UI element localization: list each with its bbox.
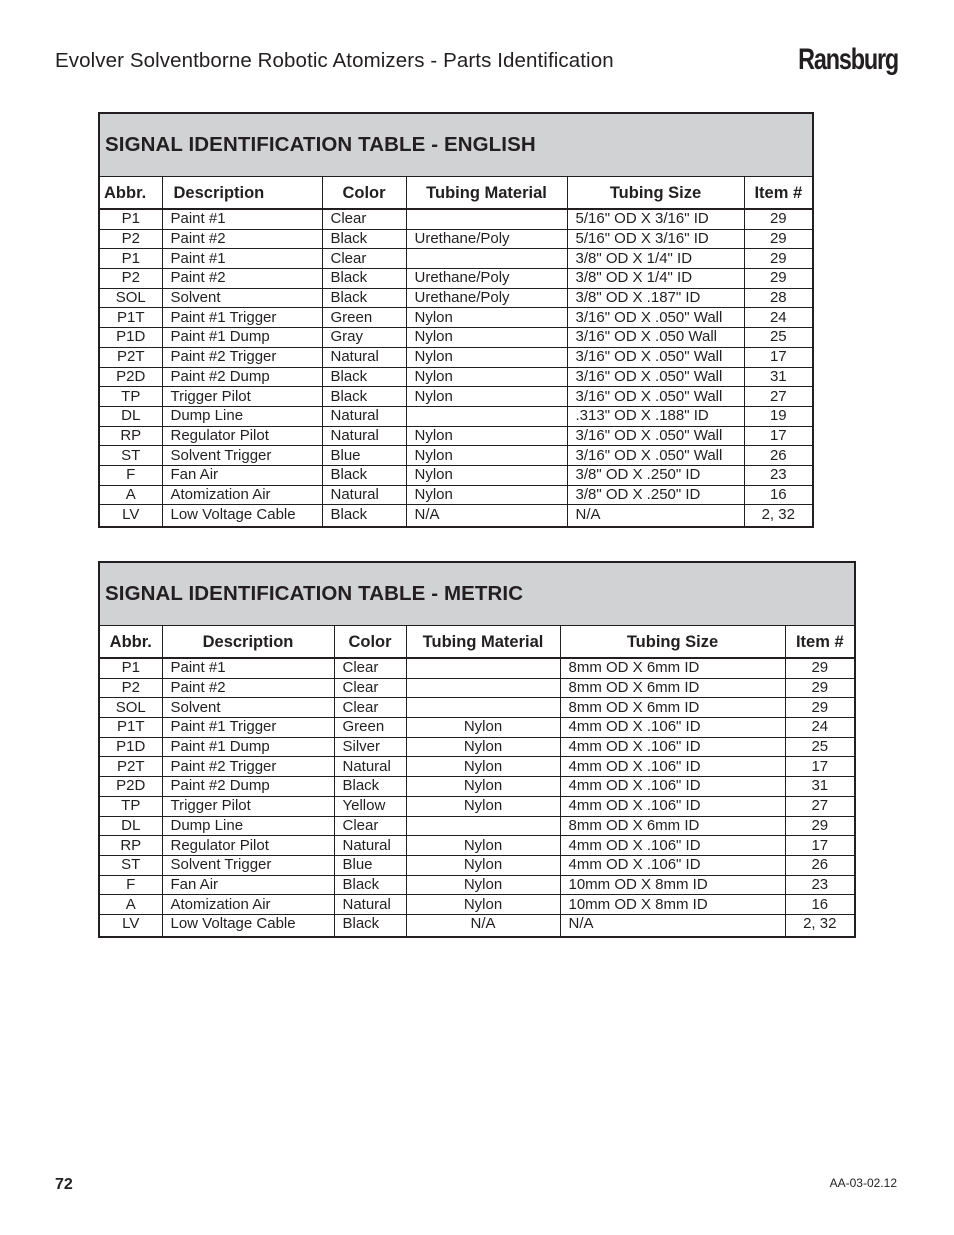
cell-item-number: 27 bbox=[744, 387, 813, 407]
cell-description: Paint #1 Trigger bbox=[162, 718, 334, 738]
cell-tubing-material: Nylon bbox=[406, 855, 560, 875]
cell-description: Dump Line bbox=[162, 406, 322, 426]
cell-color: Black bbox=[334, 914, 406, 936]
cell-abbr: ST bbox=[99, 446, 162, 466]
table-body bbox=[99, 209, 813, 527]
cell-tubing-material: Urethane/Poly bbox=[406, 229, 567, 249]
column-header: Description bbox=[162, 177, 322, 210]
signal-table-metric bbox=[98, 561, 856, 938]
cell-tubing-material bbox=[406, 209, 567, 229]
cell-tubing-material: Nylon bbox=[406, 836, 560, 856]
cell-abbr: P2T bbox=[99, 757, 162, 777]
cell-tubing-size: 4mm OD X .106" ID bbox=[560, 777, 785, 797]
column-header: Tubing Material bbox=[406, 626, 560, 659]
cell-tubing-size: 3/16" OD X .050 Wall bbox=[567, 328, 744, 348]
cell-tubing-size: 4mm OD X .106" ID bbox=[560, 855, 785, 875]
table-row bbox=[99, 347, 813, 367]
cell-description: Paint #1 bbox=[162, 658, 334, 678]
cell-tubing-size: 8mm OD X 6mm ID bbox=[560, 658, 785, 678]
table-row bbox=[99, 678, 855, 698]
cell-color: Blue bbox=[334, 855, 406, 875]
cell-tubing-material: Nylon bbox=[406, 387, 567, 407]
cell-color: Natural bbox=[334, 895, 406, 915]
cell-color: Black bbox=[322, 269, 406, 289]
cell-tubing-size: 5/16" OD X 3/16" ID bbox=[567, 209, 744, 229]
cell-color: Natural bbox=[322, 347, 406, 367]
table-row bbox=[99, 777, 855, 797]
cell-tubing-size: 4mm OD X .106" ID bbox=[560, 836, 785, 856]
cell-item-number: 29 bbox=[785, 816, 855, 836]
table-row bbox=[99, 875, 855, 895]
column-header: Abbr. bbox=[99, 177, 162, 210]
cell-tubing-material: Nylon bbox=[406, 796, 560, 816]
cell-abbr: P1D bbox=[99, 737, 162, 757]
table-title: SIGNAL IDENTIFICATION TABLE - METRIC bbox=[99, 562, 855, 626]
cell-description: Paint #2 bbox=[162, 678, 334, 698]
cell-color: Clear bbox=[334, 816, 406, 836]
cell-item-number: 26 bbox=[744, 446, 813, 466]
cell-item-number: 29 bbox=[744, 229, 813, 249]
cell-tubing-size: 4mm OD X .106" ID bbox=[560, 796, 785, 816]
cell-tubing-size: 3/16" OD X .050" Wall bbox=[567, 387, 744, 407]
cell-abbr: DL bbox=[99, 406, 162, 426]
cell-abbr: A bbox=[99, 895, 162, 915]
cell-color: Clear bbox=[322, 209, 406, 229]
cell-tubing-size: 3/16" OD X .050" Wall bbox=[567, 426, 744, 446]
cell-item-number: 28 bbox=[744, 288, 813, 308]
cell-abbr: SOL bbox=[99, 698, 162, 718]
cell-description: Regulator Pilot bbox=[162, 426, 322, 446]
cell-tubing-size: 4mm OD X .106" ID bbox=[560, 718, 785, 738]
column-header: Item # bbox=[744, 177, 813, 210]
document-code: AA-03-02.12 bbox=[829, 1176, 897, 1190]
cell-item-number: 23 bbox=[785, 875, 855, 895]
cell-tubing-material: Nylon bbox=[406, 347, 567, 367]
brand-logo: Ransburg bbox=[798, 43, 898, 76]
cell-abbr: P1 bbox=[99, 658, 162, 678]
cell-abbr: DL bbox=[99, 816, 162, 836]
cell-tubing-size: 3/16" OD X .050" Wall bbox=[567, 446, 744, 466]
cell-tubing-material bbox=[406, 249, 567, 269]
table-header-row bbox=[99, 177, 813, 210]
cell-abbr: P1T bbox=[99, 718, 162, 738]
cell-tubing-material: Nylon bbox=[406, 446, 567, 466]
cell-item-number: 23 bbox=[744, 465, 813, 485]
cell-abbr: P2T bbox=[99, 347, 162, 367]
cell-description: Regulator Pilot bbox=[162, 836, 334, 856]
cell-color: Black bbox=[322, 387, 406, 407]
table-row bbox=[99, 446, 813, 466]
table-row bbox=[99, 816, 855, 836]
cell-tubing-material: Nylon bbox=[406, 737, 560, 757]
column-header: Color bbox=[334, 626, 406, 659]
cell-description: Paint #2 Dump bbox=[162, 367, 322, 387]
cell-item-number: 29 bbox=[785, 698, 855, 718]
cell-tubing-size: 3/8" OD X 1/4" ID bbox=[567, 269, 744, 289]
cell-item-number: 26 bbox=[785, 855, 855, 875]
cell-color: Clear bbox=[322, 249, 406, 269]
column-header: Tubing Material bbox=[406, 177, 567, 210]
cell-tubing-material: Urethane/Poly bbox=[406, 269, 567, 289]
column-header: Tubing Size bbox=[567, 177, 744, 210]
table-row bbox=[99, 836, 855, 856]
cell-description: Fan Air bbox=[162, 875, 334, 895]
table-row bbox=[99, 308, 813, 328]
cell-color: Clear bbox=[334, 678, 406, 698]
table-row bbox=[99, 698, 855, 718]
cell-description: Trigger Pilot bbox=[162, 796, 334, 816]
cell-color: Black bbox=[322, 288, 406, 308]
cell-abbr: RP bbox=[99, 426, 162, 446]
cell-tubing-size: 8mm OD X 6mm ID bbox=[560, 698, 785, 718]
cell-description: Paint #2 bbox=[162, 269, 322, 289]
cell-abbr: P2D bbox=[99, 777, 162, 797]
cell-abbr: P2 bbox=[99, 269, 162, 289]
cell-description: Paint #1 bbox=[162, 249, 322, 269]
table-row bbox=[99, 406, 813, 426]
cell-tubing-material bbox=[406, 816, 560, 836]
cell-color: Natural bbox=[322, 406, 406, 426]
column-header: Abbr. bbox=[99, 626, 162, 659]
cell-description: Solvent bbox=[162, 698, 334, 718]
page-number: 72 bbox=[55, 1176, 73, 1193]
cell-description: Solvent Trigger bbox=[162, 446, 322, 466]
table-row bbox=[99, 855, 855, 875]
cell-color: Silver bbox=[334, 737, 406, 757]
table-row bbox=[99, 895, 855, 915]
cell-color: Green bbox=[322, 308, 406, 328]
cell-tubing-material: Nylon bbox=[406, 328, 567, 348]
cell-abbr: F bbox=[99, 875, 162, 895]
cell-abbr: A bbox=[99, 485, 162, 505]
table-row bbox=[99, 249, 813, 269]
cell-color: Yellow bbox=[334, 796, 406, 816]
cell-description: Paint #2 bbox=[162, 229, 322, 249]
table-row bbox=[99, 796, 855, 816]
cell-color: Clear bbox=[334, 698, 406, 718]
cell-tubing-size: 3/16" OD X .050" Wall bbox=[567, 308, 744, 328]
table-row bbox=[99, 387, 813, 407]
cell-abbr: F bbox=[99, 465, 162, 485]
cell-description: Paint #1 bbox=[162, 209, 322, 229]
cell-tubing-material: Nylon bbox=[406, 718, 560, 738]
cell-tubing-size: 4mm OD X .106" ID bbox=[560, 737, 785, 757]
cell-abbr: P1 bbox=[99, 209, 162, 229]
cell-description: Fan Air bbox=[162, 465, 322, 485]
page-title: Evolver Solventborne Robotic Atomizers - Parts Identification bbox=[55, 49, 614, 72]
cell-tubing-size: 10mm OD X 8mm ID bbox=[560, 875, 785, 895]
cell-tubing-material: Nylon bbox=[406, 485, 567, 505]
signal-table-english bbox=[98, 112, 814, 528]
table-row bbox=[99, 485, 813, 505]
cell-abbr: P2D bbox=[99, 367, 162, 387]
cell-abbr: P1T bbox=[99, 308, 162, 328]
cell-tubing-size: 3/16" OD X .050" Wall bbox=[567, 347, 744, 367]
cell-abbr: P2 bbox=[99, 678, 162, 698]
cell-item-number: 29 bbox=[785, 678, 855, 698]
cell-description: Paint #1 Trigger bbox=[162, 308, 322, 328]
table-row bbox=[99, 269, 813, 289]
cell-item-number: 29 bbox=[744, 209, 813, 229]
cell-abbr: SOL bbox=[99, 288, 162, 308]
cell-description: Atomization Air bbox=[162, 895, 334, 915]
cell-item-number: 17 bbox=[744, 347, 813, 367]
cell-item-number: 2, 32 bbox=[744, 505, 813, 527]
cell-description: Paint #2 Dump bbox=[162, 777, 334, 797]
cell-abbr: LV bbox=[99, 505, 162, 527]
cell-description: Paint #2 Trigger bbox=[162, 757, 334, 777]
cell-description: Low Voltage Cable bbox=[162, 505, 322, 527]
table-row bbox=[99, 737, 855, 757]
cell-tubing-size: 3/8" OD X .250" ID bbox=[567, 465, 744, 485]
cell-color: Gray bbox=[322, 328, 406, 348]
cell-item-number: 24 bbox=[785, 718, 855, 738]
cell-description: Solvent Trigger bbox=[162, 855, 334, 875]
cell-tubing-material: Nylon bbox=[406, 465, 567, 485]
cell-tubing-material: Urethane/Poly bbox=[406, 288, 567, 308]
cell-tubing-material bbox=[406, 406, 567, 426]
cell-item-number: 31 bbox=[744, 367, 813, 387]
cell-item-number: 29 bbox=[744, 269, 813, 289]
cell-tubing-size: N/A bbox=[567, 505, 744, 527]
cell-tubing-material bbox=[406, 678, 560, 698]
cell-item-number: 17 bbox=[744, 426, 813, 446]
cell-color: Black bbox=[322, 465, 406, 485]
column-header: Color bbox=[322, 177, 406, 210]
cell-tubing-material: Nylon bbox=[406, 367, 567, 387]
cell-color: Clear bbox=[334, 658, 406, 678]
cell-abbr: ST bbox=[99, 855, 162, 875]
cell-abbr: P1 bbox=[99, 249, 162, 269]
cell-description: Dump Line bbox=[162, 816, 334, 836]
cell-tubing-material: Nylon bbox=[406, 777, 560, 797]
cell-color: Natural bbox=[322, 426, 406, 446]
table-row bbox=[99, 426, 813, 446]
table-row bbox=[99, 367, 813, 387]
cell-description: Paint #1 Dump bbox=[162, 737, 334, 757]
cell-color: Black bbox=[322, 229, 406, 249]
cell-tubing-material: N/A bbox=[406, 505, 567, 527]
table-body bbox=[99, 658, 855, 937]
cell-color: Natural bbox=[334, 836, 406, 856]
table-row bbox=[99, 914, 855, 936]
cell-item-number: 29 bbox=[744, 249, 813, 269]
cell-description: Paint #1 Dump bbox=[162, 328, 322, 348]
cell-description: Paint #2 Trigger bbox=[162, 347, 322, 367]
cell-color: Blue bbox=[322, 446, 406, 466]
cell-description: Low Voltage Cable bbox=[162, 914, 334, 936]
column-header: Description bbox=[162, 626, 334, 659]
cell-item-number: 17 bbox=[785, 836, 855, 856]
table-row bbox=[99, 658, 855, 678]
cell-color: Natural bbox=[334, 757, 406, 777]
cell-item-number: 19 bbox=[744, 406, 813, 426]
cell-tubing-size: 3/16" OD X .050" Wall bbox=[567, 367, 744, 387]
table-row bbox=[99, 328, 813, 348]
cell-tubing-material: Nylon bbox=[406, 895, 560, 915]
table-row bbox=[99, 288, 813, 308]
cell-color: Black bbox=[334, 777, 406, 797]
cell-abbr: TP bbox=[99, 387, 162, 407]
table-row bbox=[99, 229, 813, 249]
cell-item-number: 25 bbox=[744, 328, 813, 348]
table-row bbox=[99, 209, 813, 229]
cell-abbr: P2 bbox=[99, 229, 162, 249]
cell-tubing-material: Nylon bbox=[406, 757, 560, 777]
cell-tubing-size: N/A bbox=[560, 914, 785, 936]
table-row bbox=[99, 718, 855, 738]
cell-color: Black bbox=[334, 875, 406, 895]
column-header: Tubing Size bbox=[560, 626, 785, 659]
cell-item-number: 16 bbox=[744, 485, 813, 505]
cell-item-number: 31 bbox=[785, 777, 855, 797]
cell-tubing-material: Nylon bbox=[406, 308, 567, 328]
cell-tubing-size: 3/8" OD X 1/4" ID bbox=[567, 249, 744, 269]
cell-abbr: RP bbox=[99, 836, 162, 856]
cell-tubing-material: Nylon bbox=[406, 875, 560, 895]
cell-tubing-size: 3/8" OD X .250" ID bbox=[567, 485, 744, 505]
cell-tubing-size: 4mm OD X .106" ID bbox=[560, 757, 785, 777]
table-row bbox=[99, 465, 813, 485]
cell-tubing-size: 5/16" OD X 3/16" ID bbox=[567, 229, 744, 249]
cell-color: Black bbox=[322, 367, 406, 387]
cell-item-number: 25 bbox=[785, 737, 855, 757]
cell-color: Black bbox=[322, 505, 406, 527]
cell-tubing-size: 3/8" OD X .187" ID bbox=[567, 288, 744, 308]
cell-abbr: TP bbox=[99, 796, 162, 816]
cell-tubing-size: 8mm OD X 6mm ID bbox=[560, 678, 785, 698]
cell-description: Solvent bbox=[162, 288, 322, 308]
table-header-row bbox=[99, 626, 855, 659]
cell-abbr: P1D bbox=[99, 328, 162, 348]
cell-color: Green bbox=[334, 718, 406, 738]
cell-tubing-material: Nylon bbox=[406, 426, 567, 446]
cell-description: Atomization Air bbox=[162, 485, 322, 505]
cell-item-number: 27 bbox=[785, 796, 855, 816]
cell-tubing-size: 8mm OD X 6mm ID bbox=[560, 816, 785, 836]
cell-item-number: 2, 32 bbox=[785, 914, 855, 936]
cell-tubing-material bbox=[406, 658, 560, 678]
cell-tubing-material: N/A bbox=[406, 914, 560, 936]
cell-abbr: LV bbox=[99, 914, 162, 936]
cell-item-number: 29 bbox=[785, 658, 855, 678]
cell-item-number: 17 bbox=[785, 757, 855, 777]
cell-color: Natural bbox=[322, 485, 406, 505]
table-row bbox=[99, 757, 855, 777]
cell-tubing-size: .313" OD X .188" ID bbox=[567, 406, 744, 426]
table-title: SIGNAL IDENTIFICATION TABLE - ENGLISH bbox=[99, 113, 813, 177]
column-header: Item # bbox=[785, 626, 855, 659]
table-row bbox=[99, 505, 813, 527]
cell-item-number: 16 bbox=[785, 895, 855, 915]
cell-tubing-size: 10mm OD X 8mm ID bbox=[560, 895, 785, 915]
cell-item-number: 24 bbox=[744, 308, 813, 328]
cell-tubing-material bbox=[406, 698, 560, 718]
cell-description: Trigger Pilot bbox=[162, 387, 322, 407]
